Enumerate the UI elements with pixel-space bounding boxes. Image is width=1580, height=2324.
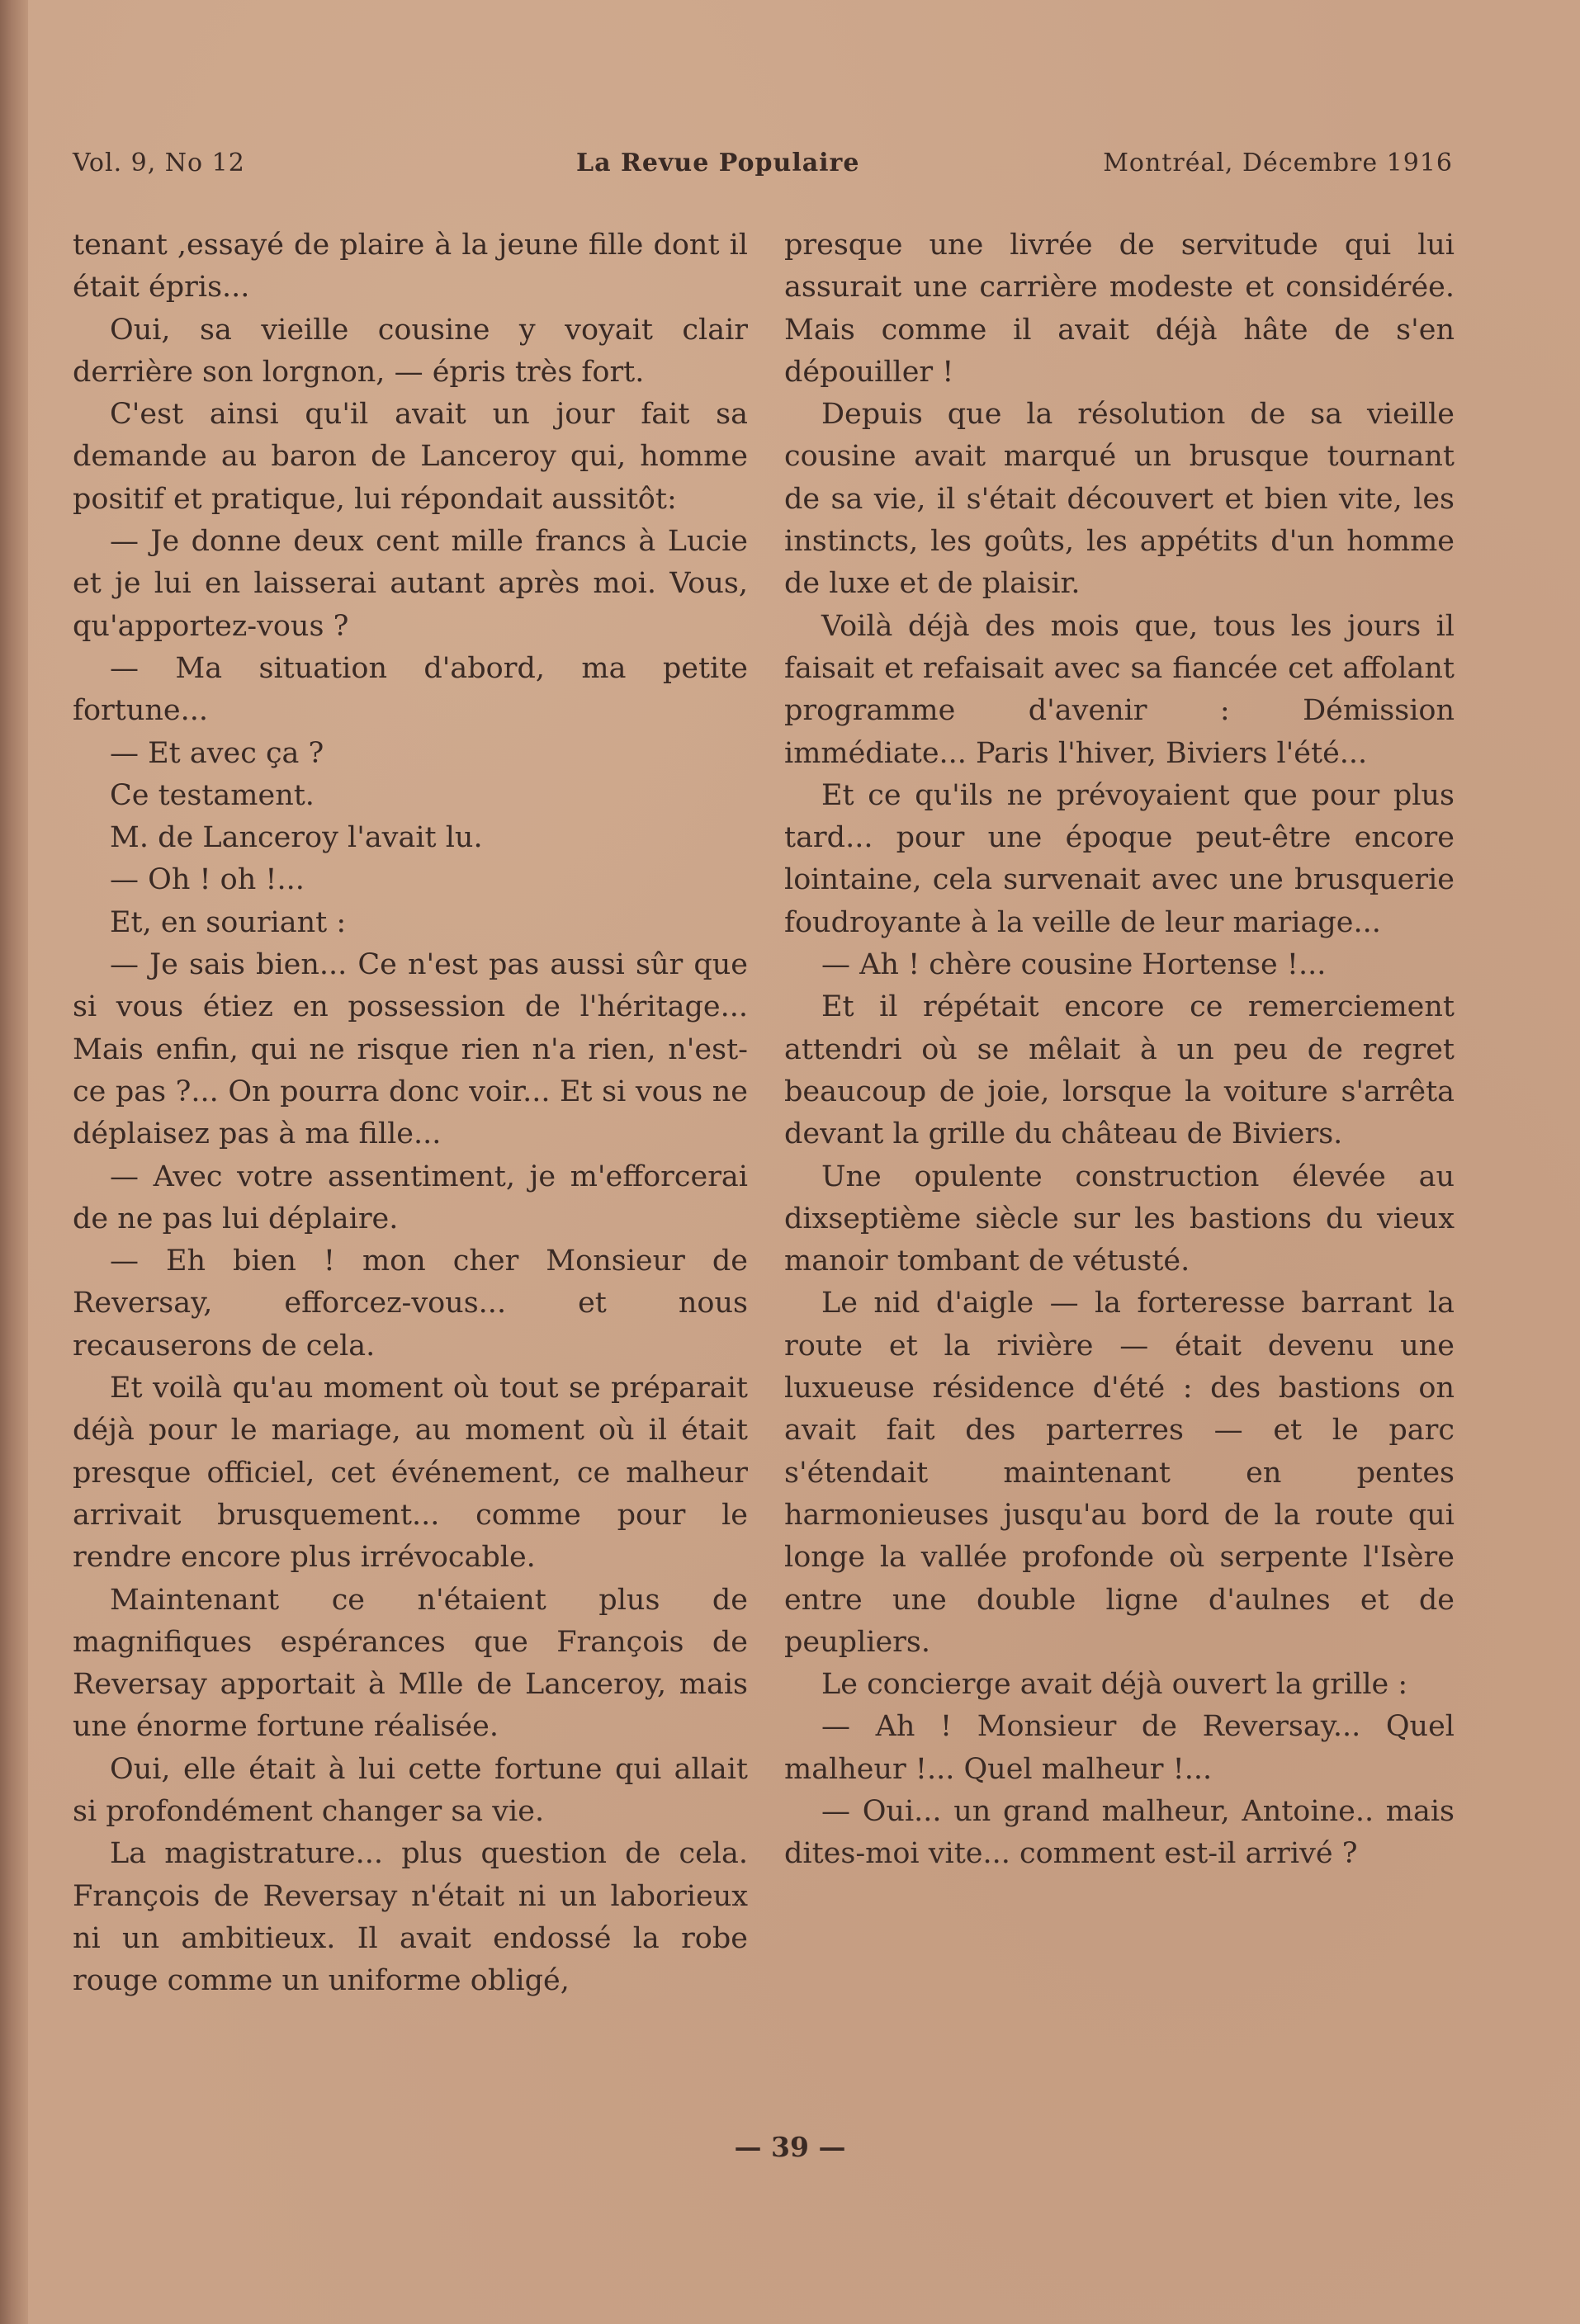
paragraph: Et voilà qu'au moment où tout se préparait déjà pour le mariage, au moment où il était presque officiel, cet événement, ce malheur arrivait brusquement... comme pour le rendre encore plus irrévocable.	[73, 1372, 748, 1575]
paragraph: tenant ,essayé de plaire à la jeune fille dont il était épris...	[73, 229, 748, 305]
paragraph: Le nid d'aigle — la forteresse barrant la route et la rivière — était devenu une luxueuse résidence d'été : des bastions on avait fait des parterres — et le parc s'étendait maintenant en pentes harmonieuses jusqu'au bord de la route qui longe la vallée profonde où serpente l'Isère entre une double ligne d'aulnes et de peupliers.	[784, 1287, 1455, 1659]
paragraph: — Avec votre assentiment, je m'efforcerai de ne pas lui déplaire.	[73, 1160, 748, 1235]
paragraph: Et, en souriant :	[110, 905, 347, 939]
paragraph: Et ce qu'ils ne prévoyaient que pour plus tard... pour une époque peut-être encore lointaine, cela survenait avec une brusquerie foudroyante à la veille de leur mariage...	[784, 778, 1455, 939]
page-binding-edge	[0, 0, 28, 2324]
paragraph: Depuis que la résolution de sa vieille cousine avait marqué un brusque tournant de sa vie, il s'était découvert et bien vite, les instincts, les goûts, les appétits d'un homme de luxe et de plaisir.	[784, 398, 1455, 601]
paragraph: M. de Lanceroy l'avait lu.	[110, 821, 483, 855]
header-date: Montréal, Décembre 1916	[1103, 149, 1453, 177]
paragraph: — Je sais bien... Ce n'est pas aussi sûr que si vous étiez en possession de l'héritage... Mais enfin, qui ne risque rien n'a rien, n'est-ce pas ?... On pourra donc voir... Et si vous ne déplaisez pas à ma fille...	[73, 948, 748, 1151]
running-header	[73, 149, 1453, 190]
paragraph: Une opulente construction élevée au dixseptième siècle sur les bastions du vieux manoir tombant de vétusté.	[784, 1160, 1455, 1278]
paragraph: — Oh ! oh !...	[110, 863, 305, 897]
paragraph: Oui, elle était à lui cette fortune qui allait si profondément changer sa vie.	[73, 1752, 748, 1828]
paragraph: Et il répétait encore ce remerciement attendri où se mêlait à un peu de regret beaucoup de joie, lorsque la voiture s'arrêta devant la grille du château de Biviers.	[784, 990, 1455, 1151]
paragraph: — Ah ! Monsieur de Reversay... Quel malheur !... Quel malheur !...	[784, 1710, 1455, 1786]
paragraph: La magistrature... plus question de cela. François de Reversay n'était ni un laborieux ni un ambitieux. Il avait endossé la robe rouge comme un uniforme obligé,	[73, 1837, 748, 1998]
right-column	[784, 224, 1455, 1876]
paragraph: — Ma situation d'abord, ma petite fortune...	[73, 651, 748, 728]
page-number: — 39 —	[734, 2131, 846, 2163]
paragraph: Oui, sa vieille cousine y voyait clair derrière son lorgnon, — épris très fort.	[73, 313, 748, 389]
paragraph: presque une livrée de servitude qui lui assurait une carrière modeste et considérée. Mais comme il avait déjà hâte de s'en dépouiller !	[784, 229, 1455, 389]
paragraph: — Je donne deux cent mille francs à Lucie et je lui en laisserai autant après moi. Vous, qu'apportez-vous ?	[73, 525, 748, 643]
paragraph: — Eh bien ! mon cher Monsieur de Reversay, efforcez-vous... et nous recauserons de cela.	[73, 1245, 748, 1363]
paragraph: C'est ainsi qu'il avait un jour fait sa demande au baron de Lanceroy qui, homme positif et pratique, lui répondait aussitôt:	[73, 398, 748, 516]
paragraph: — Ah ! chère cousine Hortense !...	[821, 948, 1327, 982]
left-column	[73, 224, 748, 2002]
paragraph: — Oui... un grand malheur, Antoine.. mais dites-moi vite... comment est-il arrivé ?	[784, 1794, 1455, 1871]
header-volume: Vol. 9, No 12	[73, 149, 245, 177]
paragraph: Ce testament.	[110, 778, 315, 812]
paragraph: — Et avec ça ?	[110, 736, 324, 770]
header-title: La Revue Populaire	[576, 149, 860, 177]
paragraph: Voilà déjà des mois que, tous les jours il faisait et refaisait avec sa fiancée cet affolant programme d'avenir : Démission immédiate... Paris l'hiver, Biviers l'été...	[784, 609, 1455, 770]
paragraph: Maintenant ce n'étaient plus de magnifiques espérances que François de Reversay apportait à Mlle de Lanceroy, mais une énorme fortune réalisée.	[73, 1583, 748, 1744]
paragraph: Le concierge avait déjà ouvert la grille :	[821, 1668, 1408, 1702]
